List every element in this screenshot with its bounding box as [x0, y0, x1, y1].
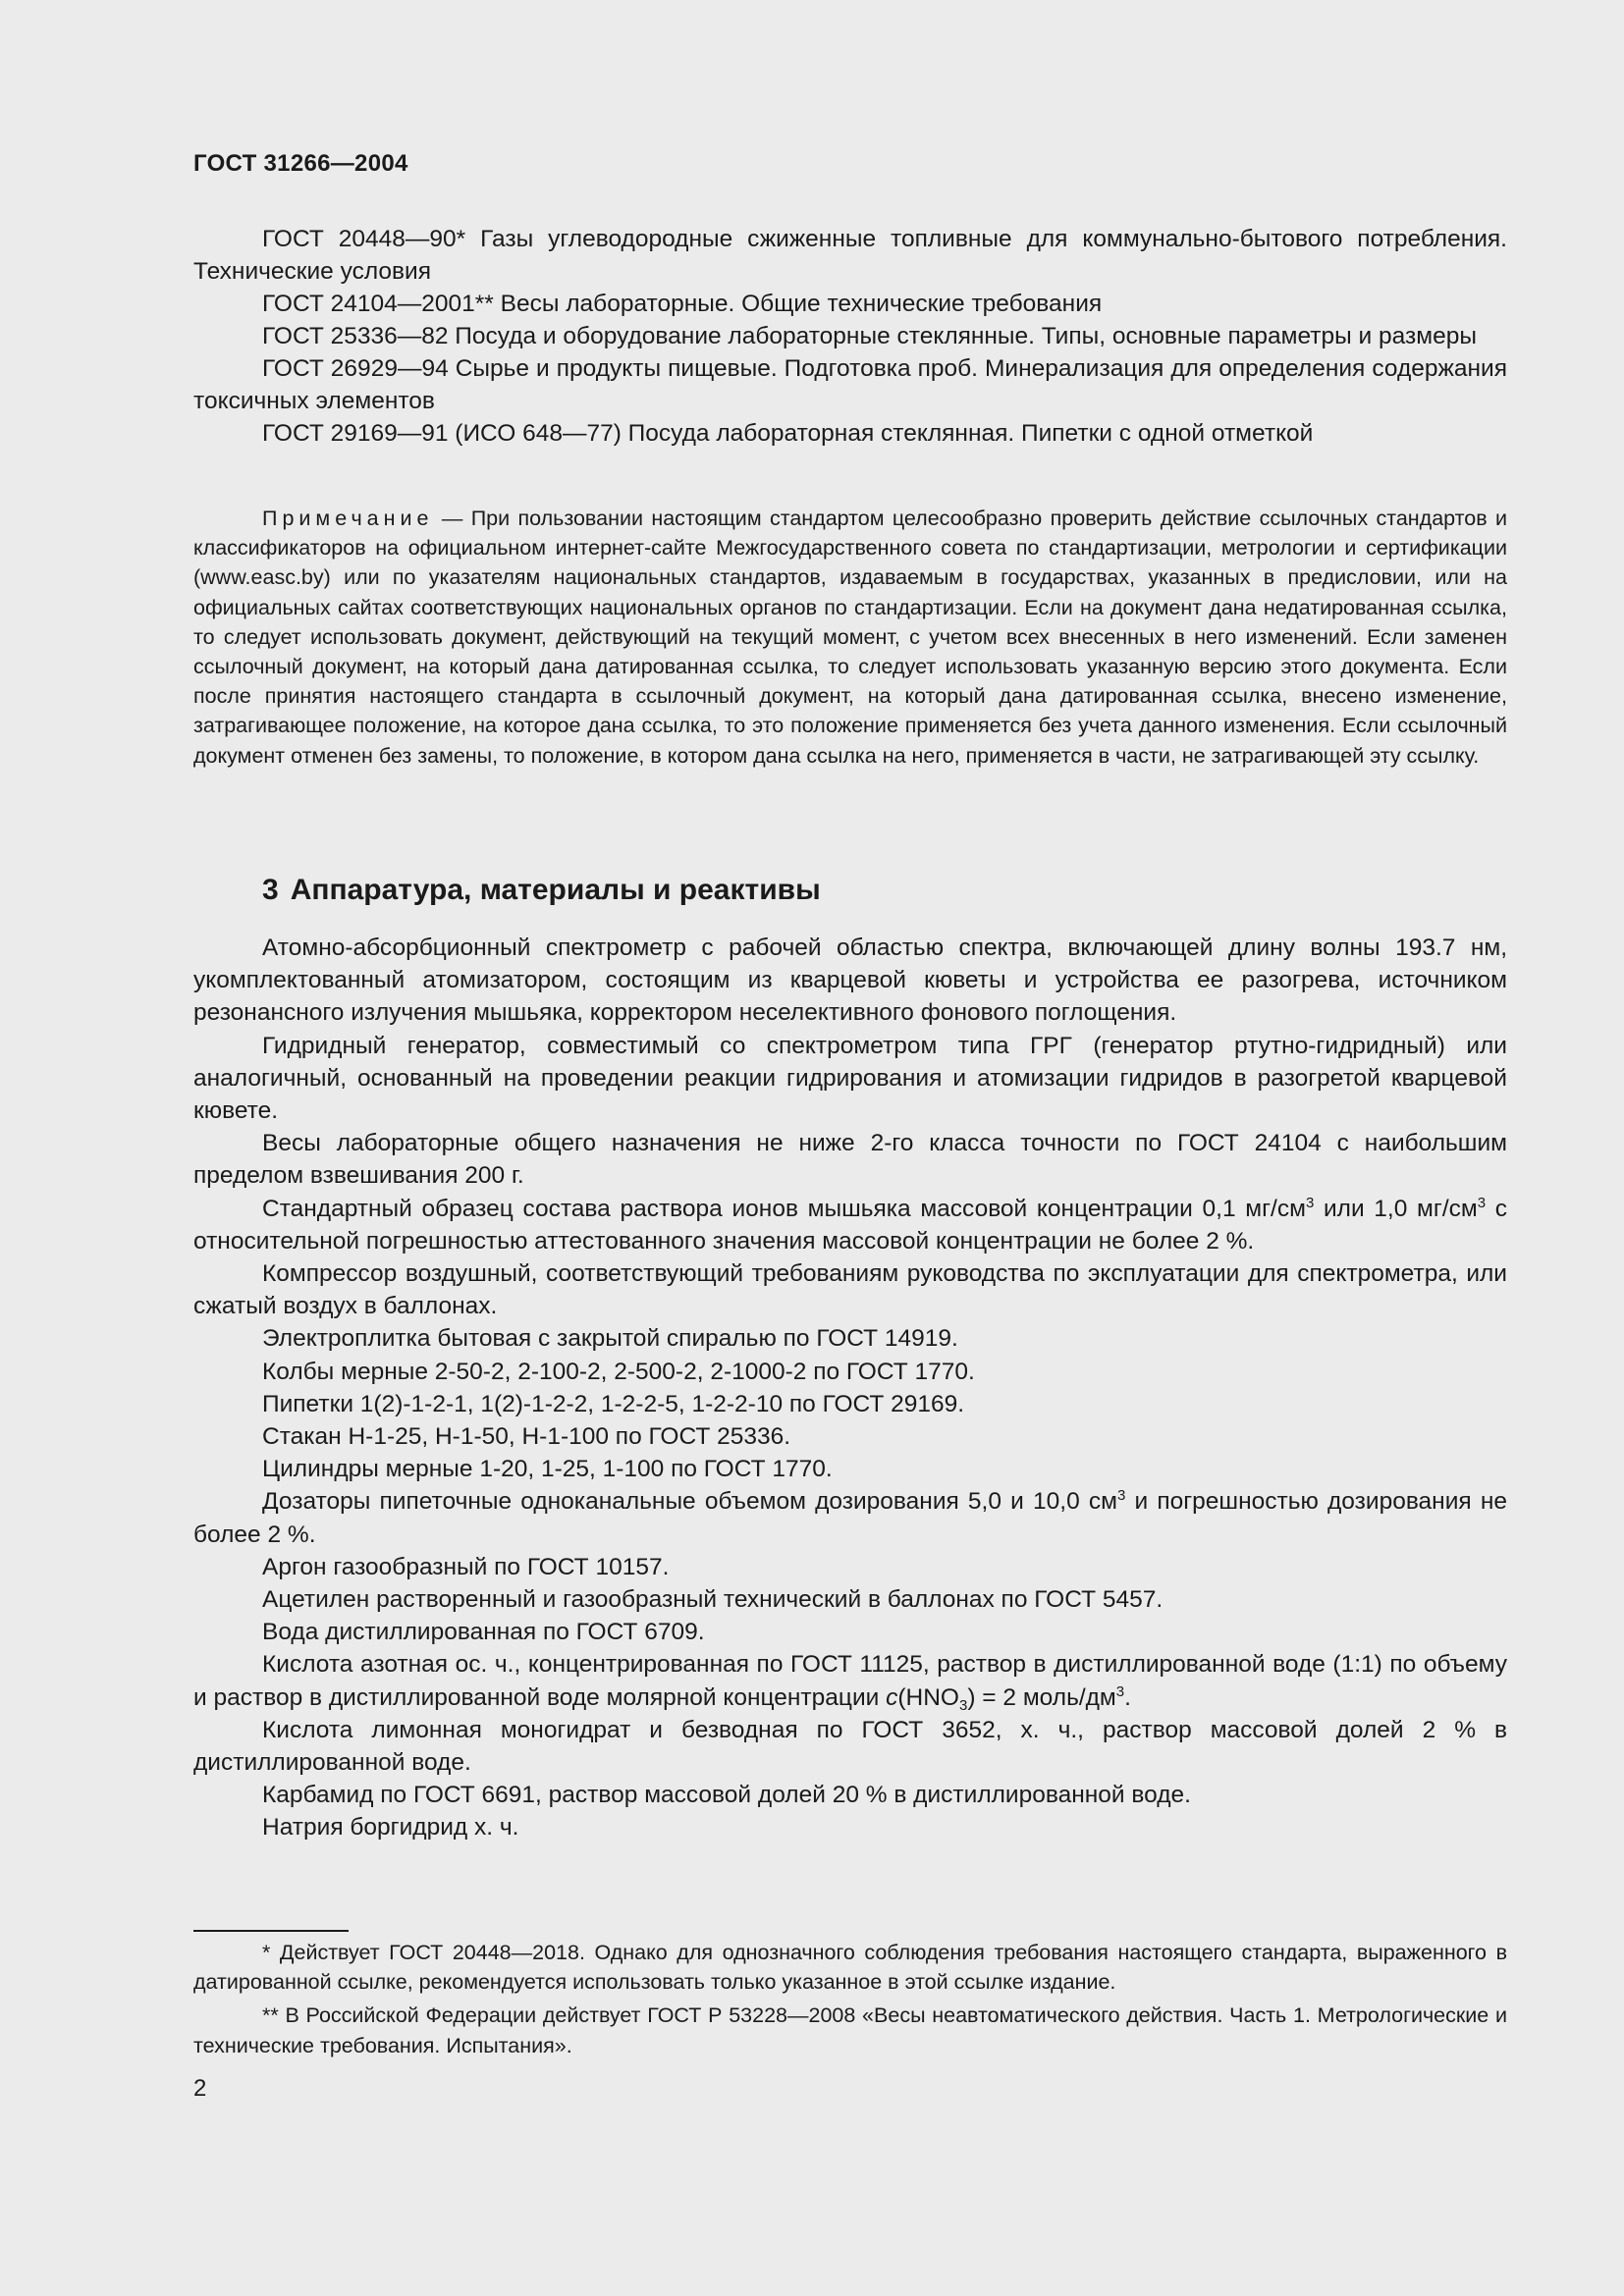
- paragraph: Стакан Н-1-25, Н-1-50, Н-1-100 по ГОСТ 25336.: [262, 1423, 791, 1451]
- reference-item: ГОСТ 24104—2001** Весы лабораторные. Общие технические требования: [262, 291, 1103, 317]
- footnotes: [193, 1938, 1507, 2064]
- paragraph: Компрессор воздушный, соответствующий требованиям руководства по эксплуатации для спектрометра, или сжатый воздух в баллонах.: [193, 1260, 1507, 1320]
- paragraph: Колбы мерные 2-50-2, 2-100-2, 2-500-2, 2-1000-2 по ГОСТ 1770.: [262, 1358, 975, 1385]
- paragraph: Кислота лимонная моногидрат и безводная по ГОСТ 3652, х. ч., раствор массовой долей 2 % в дистиллированной воде.: [193, 1716, 1507, 1777]
- document-page: [193, 0, 1507, 2296]
- section-title: Аппаратура, материалы и реактивы: [290, 874, 821, 906]
- paragraph: Дозаторы пипеточные одноканальные объемом дозирования 5,0 и 10,0 $см^3$ и погрешностью дозирования не более 2 %.: [193, 1487, 1507, 1548]
- section-body: [193, 932, 1507, 1844]
- footnote: * Действует ГОСТ 20448—2018. Однако для однозначного соблюдения требования настоящего стандарта, выраженного в датированной ссылке, рекомендуется использовать только указанное в этой ссылке издание.: [193, 1941, 1507, 1995]
- section-heading: [262, 874, 821, 907]
- note-text: — При пользовании настоящим стандартом целесообразно проверить действие ссылочных стандартов и классификаторов на официальном интернет-сайте Межгосударственного совета по стандартизации, метрологии и сертификации (www.easc.by) или по указателям национальных стандартов, издаваемым в государствах, указанных в предисловии, или на официальных сайтах соответствующих национальных органов по стандартизации. Если на документ дана недатированная ссылка, то следует использовать документ, действующий на текущий момент, с учетом всех внесенных в него изменений. Если заменен ссылочный документ, на который дана датированная ссылка, то следует использовать указанную версию этого документа. Если после принятия настоящего стандарта в ссылочный документ, на который дана датированная ссылка, внесено изменение, затрагивающее положение, на которое дана ссылка, то это положение применяется без учета данного изменения. Если ссылочный документ отменен без замены, то положение, в котором дана ссылка на него, применяется в части, не затрагивающей эту ссылку.: [193, 507, 1507, 768]
- paragraph: Натрия боргидрид х. ч.: [262, 1814, 519, 1842]
- document-header: ГОСТ 31266—2004: [193, 150, 408, 177]
- reference-item: ГОСТ 26929—94 Сырье и продукты пищевые. Подготовка проб. Минерализация для определения содержания токсичных элементов: [193, 355, 1507, 414]
- footnote-divider: [193, 1930, 349, 1932]
- reference-item: ГОСТ 25336—82 Посуда и оборудование лабораторные стеклянные. Типы, основные параметры и размеры: [262, 323, 1477, 349]
- normative-references: [193, 223, 1507, 450]
- paragraph: Весы лабораторные общего назначения не ниже 2-го класса точности по ГОСТ 24104 с наибольшим пределом взвешивания 200 г.: [193, 1130, 1507, 1190]
- reference-item: ГОСТ 20448—90* Газы углеводородные сжиженные топливные для коммунально-бытового потребления. Технические условия: [193, 226, 1507, 285]
- paragraph: Вода дистиллированная по ГОСТ 6709.: [262, 1619, 705, 1646]
- paragraph: Карбамид по ГОСТ 6691, раствор массовой долей 20 % в дистиллированной воде.: [262, 1782, 1191, 1809]
- reference-item: ГОСТ 29169—91 (ИСО 648—77) Посуда лабораторная стеклянная. Пипетки с одной отметкой: [262, 420, 1314, 447]
- paragraph: Гидридный генератор, совместимый со спектрометром типа ГРГ (генератор ртутно-гидридный) или аналогичный, основанный на проведении реакции гидрирования и атомизации гидридов в разогретой кварцевой кювете.: [193, 1032, 1507, 1125]
- paragraph: Пипетки 1(2)-1-2-1, 1(2)-1-2-2, 1-2-2-5, 1-2-2-10 по ГОСТ 29169.: [262, 1390, 965, 1417]
- paragraph: Электроплитка бытовая с закрытой спиралью по ГОСТ 14919.: [262, 1325, 958, 1353]
- note-block: [193, 504, 1507, 771]
- paragraph: Стандартный образец состава раствора ионов мышьяка массовой концентрации 0,1 $мг/см^3$ или 1,0 $мг/см^3$ с относительной погрешностью аттестованного значения массовой концентрации не более 2 %.: [193, 1194, 1508, 1255]
- paragraph: Аргон газообразный по ГОСТ 10157.: [262, 1553, 670, 1580]
- page-number: 2: [193, 2075, 207, 2102]
- section-number: 3: [262, 874, 279, 906]
- footnote: ** В Российской Федерации действует ГОСТ Р 53228—2008 «Весы неавтоматического действия. Часть 1. Метрологические и технические требования. Испытания».: [193, 2003, 1507, 2057]
- paragraph: Атомно-абсорбционный спектрометр с рабочей областью спектра, включающей длину волны 193.7 нм, укомплектованный атомизатором, состоящим из кварцевой кюветы и устройства ее разогрева, источником резонансного излучения мышьяка, корректором неселективного фонового поглощения.: [193, 934, 1507, 1027]
- paragraph: Кислота азотная ос. ч., концентрированная по ГОСТ 11125, раствор в дистиллированной воде (1:1) по объему и раствор в дистиллированной воде молярной концентрации $c(HNO_3) = 2$ моль/$дм^3$.: [193, 1651, 1507, 1714]
- paragraph: Ацетилен растворенный и газообразный технический в баллонах по ГОСТ 5457.: [262, 1586, 1164, 1614]
- paragraph: Цилиндры мерные 1-20, 1-25, 1-100 по ГОСТ 1770.: [262, 1456, 833, 1483]
- note-label: Примечание: [262, 507, 434, 530]
